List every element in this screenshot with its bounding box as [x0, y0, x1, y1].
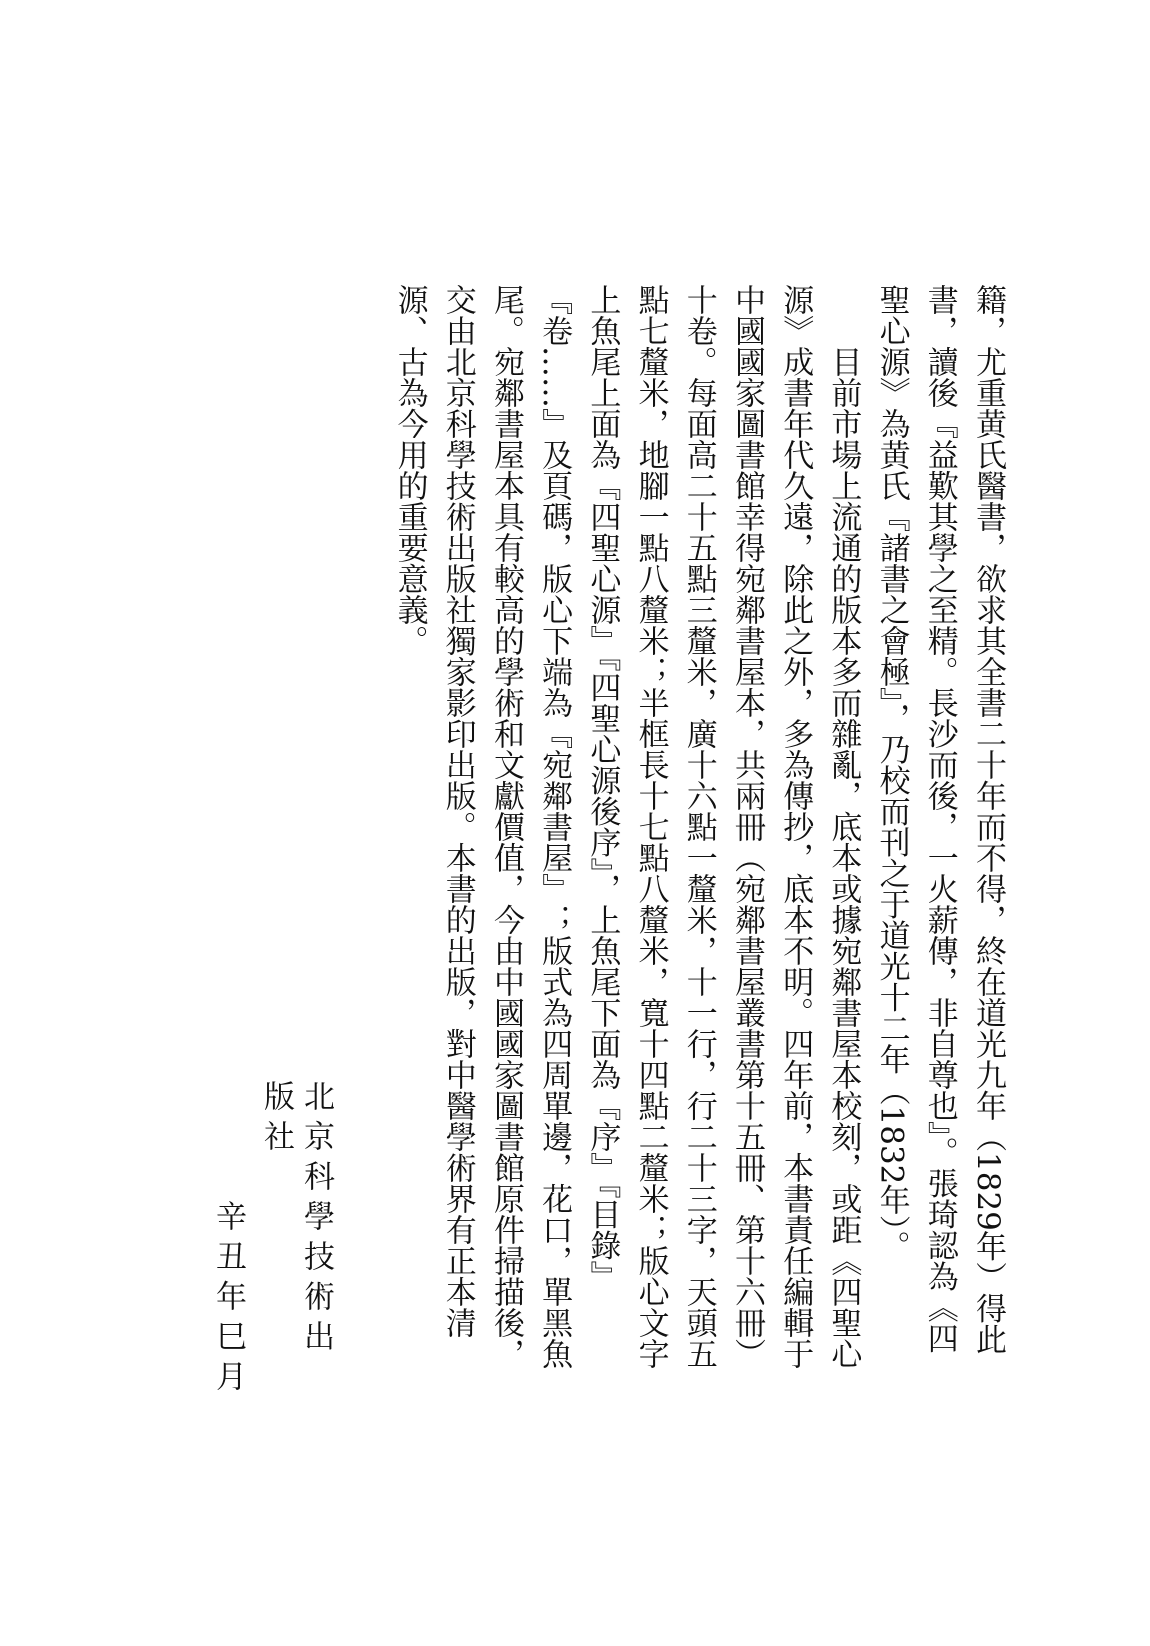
paragraph-2: 目前市場上流通的版本多而雜亂，底本或據宛鄰書屋本校刻，或距《四聖心源》成書年代久遠，除此之外，多為傳抄，底本不明。四年前，本書責任編輯于中國國家圖書館幸得宛鄰書屋本，共兩冊（宛鄰書屋叢書第十五冊、第十六冊）十卷。每面高二十五點三釐米，廣十六點一釐米，十一行，行二十三字，天頭五點七釐米，地腳一點八釐米；半框長十七點八釐米，寬十四點二釐米；版心文字上魚尾上面為『四聖心源』『四聖心源後序』，上魚尾下面為『序』『目錄』『卷……』及頁碼，版心下端為『宛鄰書屋』；版式為四周單邊，花口，單黑魚尾。宛鄰書屋本具有較高的學術和文獻價值，今由中國國家圖書館原件掃描後，交由北京科學技術出版社獨家影印出版。本書的出版，對中醫學術界有正本清源、古為今用的重要意義。: [391, 284, 862, 1369]
body-text: [362, 284, 1012, 1384]
signature-date: 辛丑年巳月: [210, 1200, 246, 1400]
paragraph-1: 籍，尤重黄氏醫書，欲求其全書二十年而不得，終在道光九年（1829年）得此書，讀後『益歎其學之至精。長沙而後，一火薪傳，非自尊也』。張琦認為《四聖心源》為黄氏『諸書之會極』，乃校而刊之于道光十二年（1832年）。: [873, 284, 1006, 1355]
signature-publisher: 北京科學技術出版社: [258, 1080, 334, 1360]
